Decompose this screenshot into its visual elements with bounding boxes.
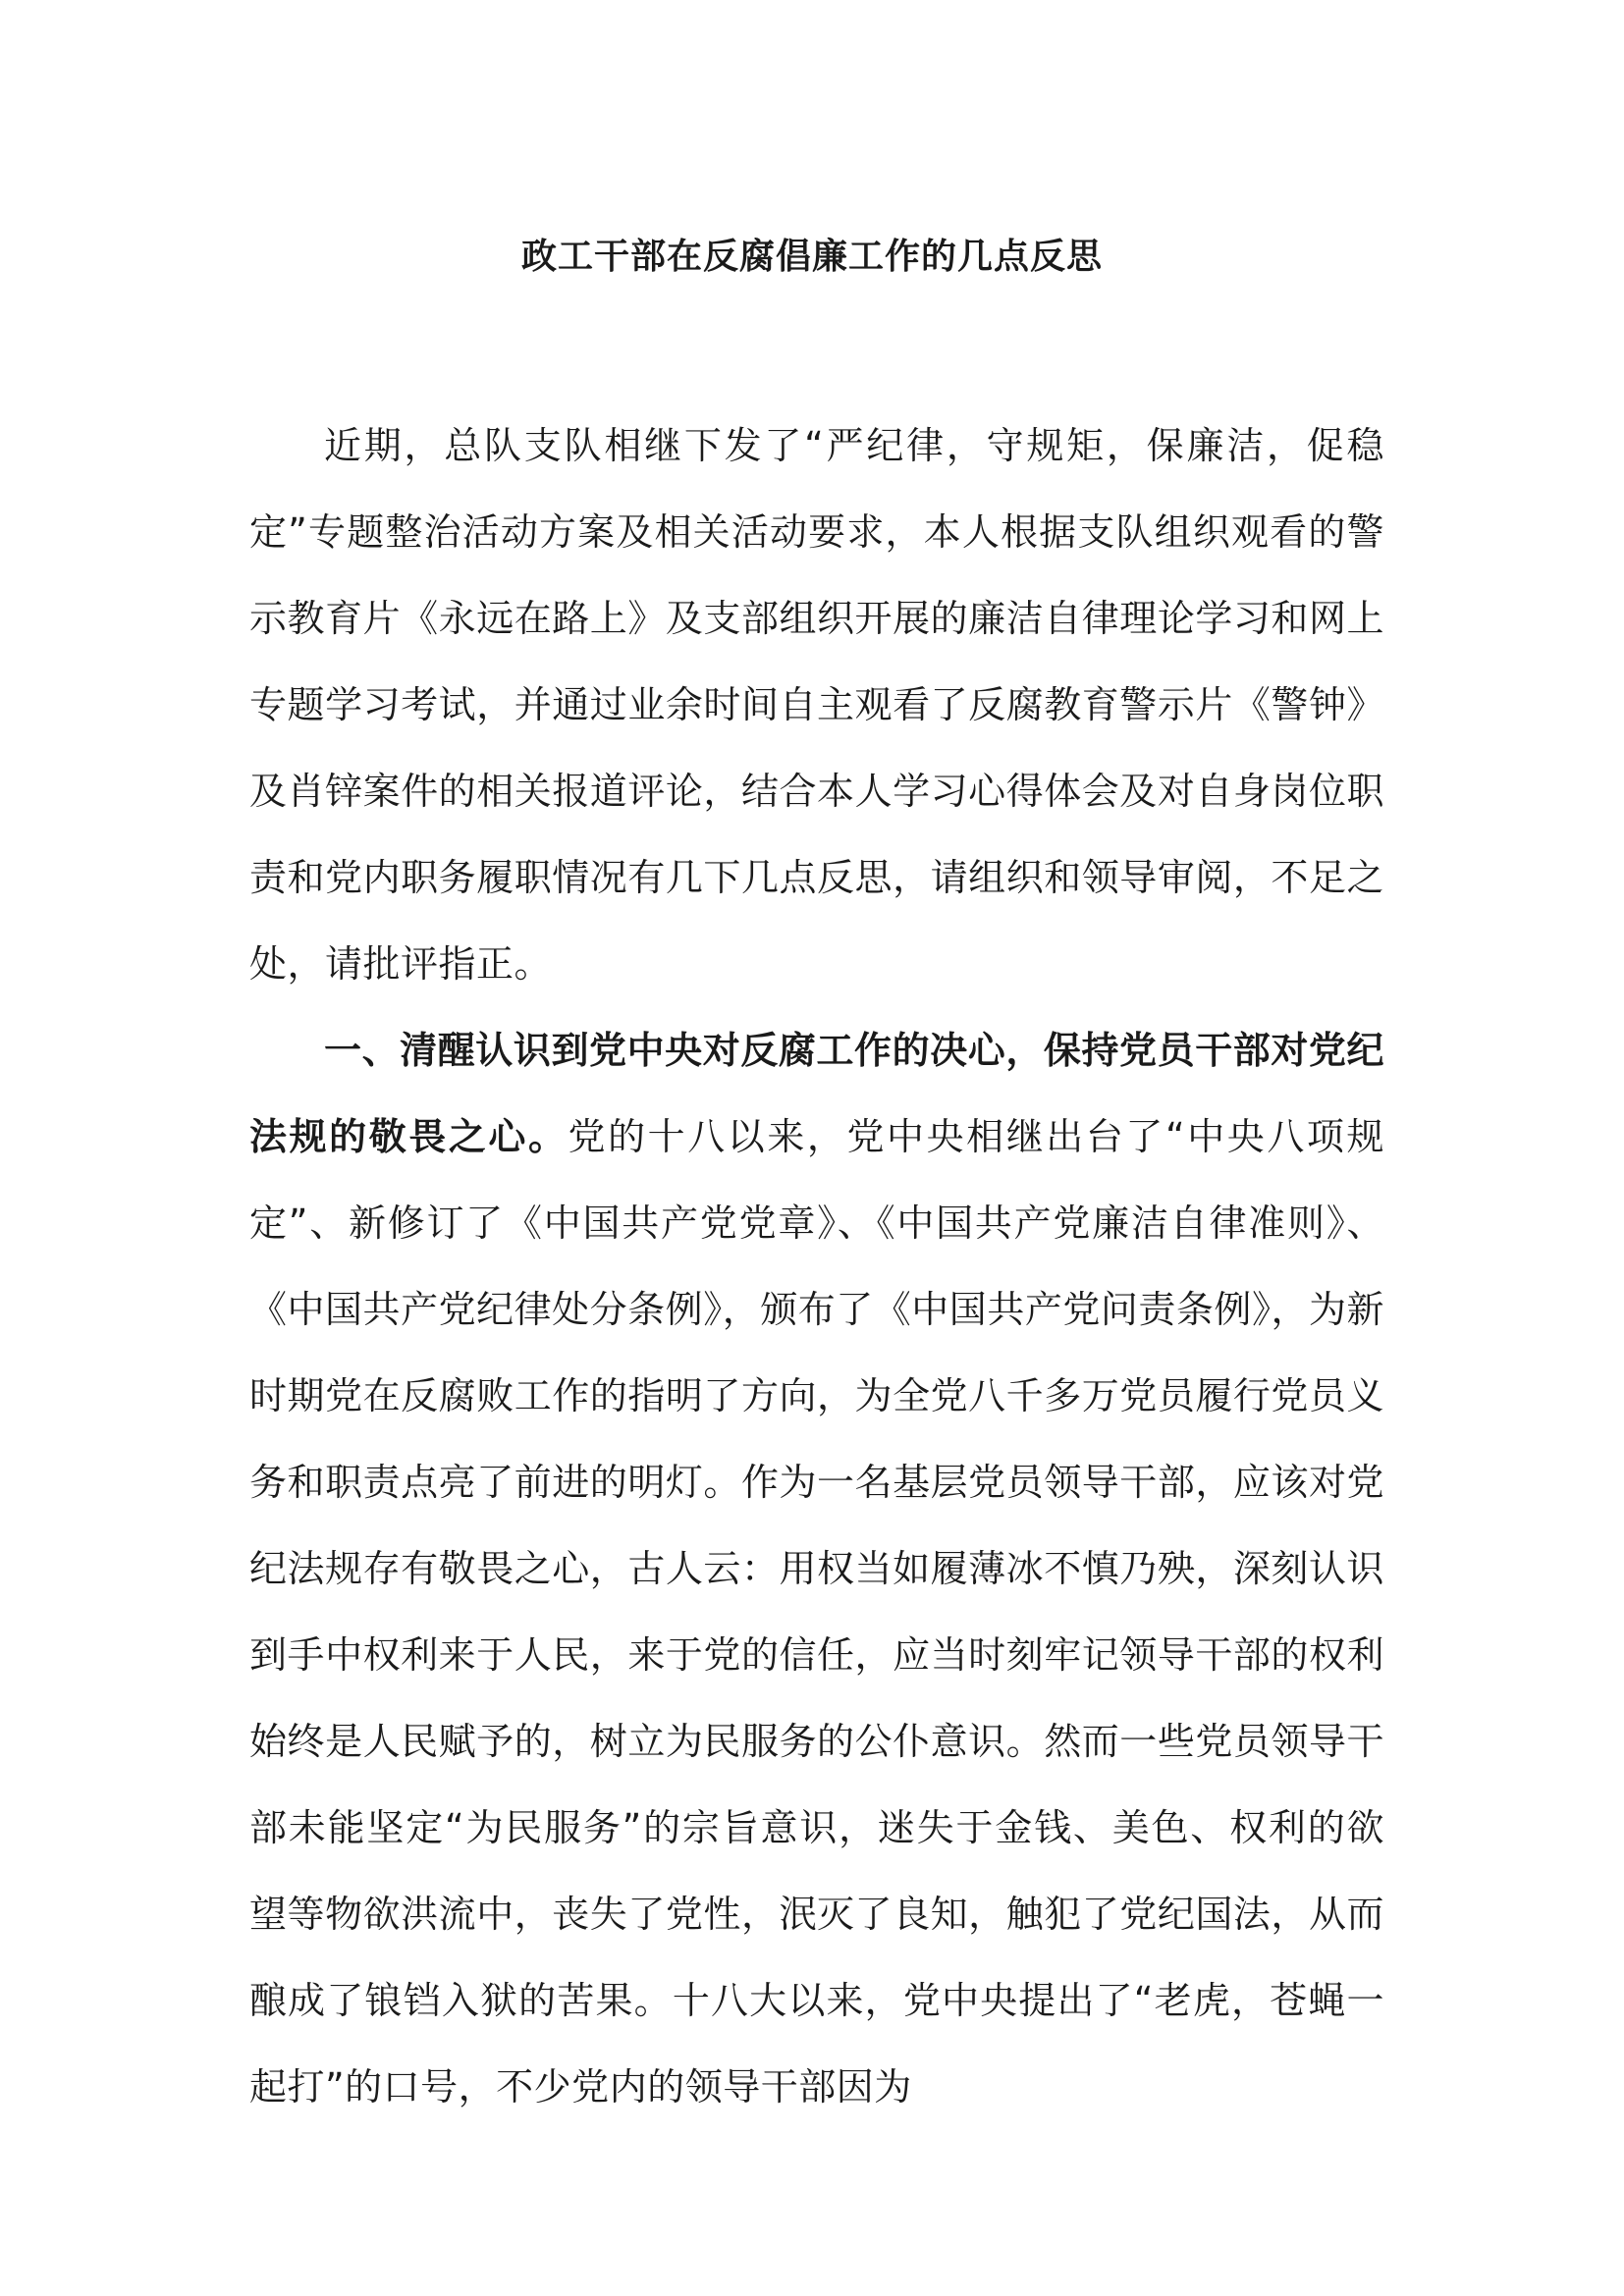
section-one-paragraph bbox=[249, 1007, 1384, 2130]
document-title: 政工干部在反腐倡廉工作的几点反思 bbox=[520, 237, 1103, 277]
section-one-heading: 一、清醒认识到党中央对反腐工作的决心，保持党员干部对党纪法规的敬畏之心。 bbox=[249, 1029, 1384, 1158]
document-body bbox=[249, 402, 1384, 2130]
intro-paragraph: 近期，总队支队相继下发了“严纪律，守规矩，保廉洁，促稳定”专题整治活动方案及相关活动要求，本人根据支队组织观看的警示教育片《永远在路上》及支部组织开展的廉洁自律理论学习和网上专题学习考试，并通过业余时间自主观看了反腐教育警示片《警钟》及肖锌案件的相关报道评论，结合本人学习心得体会及对自身岗位职责和党内职务履职情况有几下几点反思，请组织和领导审阅，不足之处，请批评指正。 bbox=[249, 424, 1384, 986]
section-one-text: 党的十八以来，党中央相继出台了“中央八项规定”、新修订了《中国共产党党章》、《中国共产党廉洁自律准则》、《中国共产党纪律处分条例》，颁布了《中国共产党问责条例》，为新时期党在反腐败工作的指明了方向，为全党八千多万党员履行党员义务和职责点亮了前进的明灯。作为一名基层党员领导干部，应该对党纪法规存有敬畏之心，古人云：用权当如履薄冰不慎乃殃，深刻认识到手中权利来于人民，来于党的信任，应当时刻牢记领导干部的权利始终是人民赋予的，树立为民服务的公仆意识。然而一些党员领导干部未能坚定“为民服务”的宗旨意识，迷失于金钱、美色、权利的欲望等物欲洪流中，丧失了党性，泯灭了良知，触犯了党纪国法，从而酿成了锒铛入狱的苦果。十八大以来，党中央提出了“老虎，苍蝇一起打”的口号，不少党内的领导干部因为 bbox=[249, 1115, 1384, 2109]
